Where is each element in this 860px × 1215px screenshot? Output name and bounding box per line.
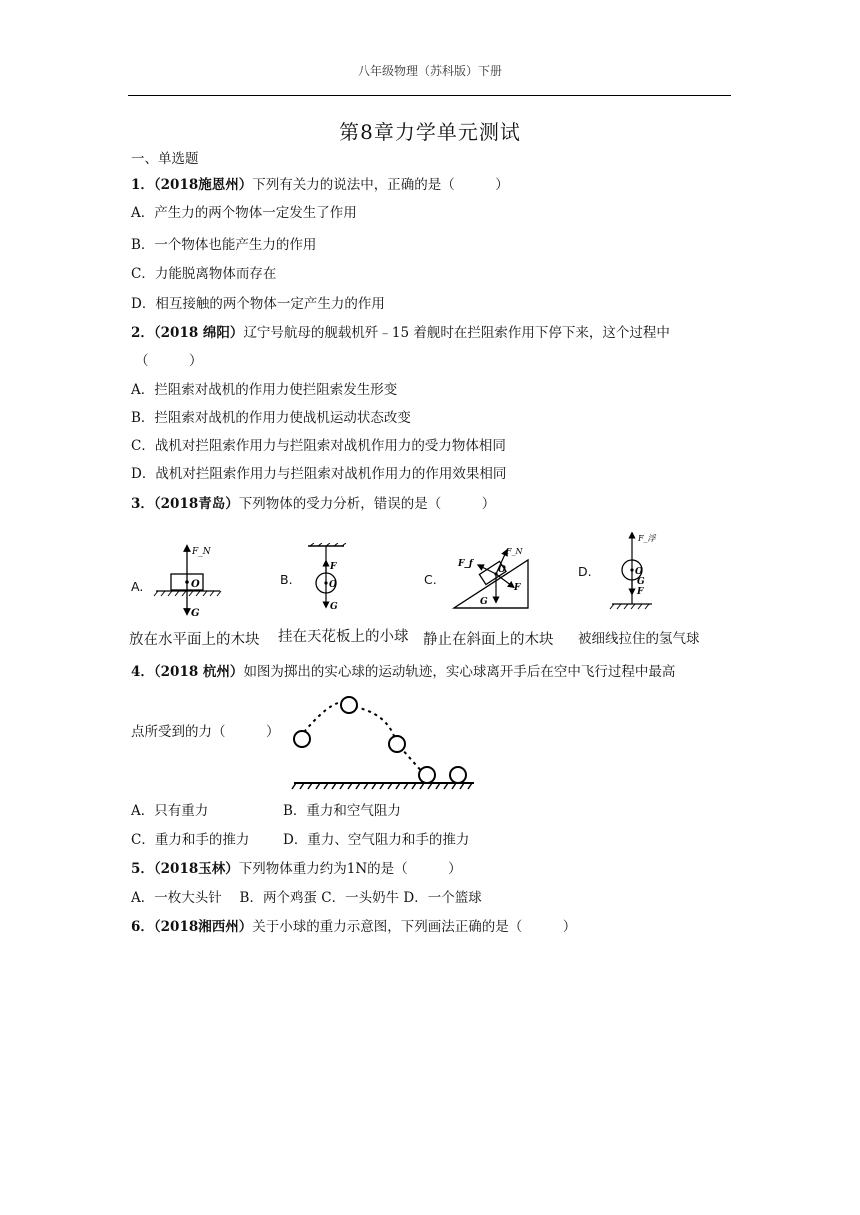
q3-fig-d-caption: 被细线拉住的氢气球 (578, 631, 700, 647)
force-label: F (514, 583, 521, 593)
question-stem: 下列物体的受力分析，错误的是（ ） (238, 496, 496, 512)
q2-option-d: D．战机对拦阻索作用力与拦阻索对战机作用力的作用效果相同 (131, 466, 507, 482)
question-stem: 下列有关力的说法中，正确的是（ ） (252, 177, 509, 193)
question-6 (131, 915, 576, 935)
q4-stem-cont: 点所受到的力（ ） (131, 724, 280, 740)
page-title: 第8章力学单元测试 (339, 120, 521, 144)
force-label: F_f (458, 559, 473, 569)
q1-option-d: D．相互接触的两个物体一定产生力的作用 (131, 296, 385, 312)
force-label: G (637, 577, 645, 587)
force-label: F (637, 587, 644, 597)
q3-fig-a-letter: A. (131, 579, 144, 594)
force-label: O (498, 565, 506, 575)
question-source: （2018玉林） (153, 861, 239, 877)
question-stem: 关于小球的重力示意图，下列画法正确的是（ ） (252, 919, 577, 935)
force-label: G (480, 597, 488, 607)
q3-fig-b-caption: 挂在天花板上的小球 (278, 629, 409, 645)
force-label: G (330, 602, 338, 612)
q3-fig-c-caption: 静止在斜面上的木块 (423, 632, 554, 648)
q4-option-d: D．重力、空气阻力和手的推力 (283, 832, 470, 848)
q2-option-c: C．战机对拦阻索作用力与拦阻索对战机作用力的受力物体相同 (131, 438, 506, 454)
q4-trajectory-figure (288, 692, 478, 792)
q3-figure-d (604, 532, 664, 610)
q2-stem-cont: （ ） (135, 353, 203, 369)
q1-option-a: A．产生力的两个物体一定发生了作用 (131, 205, 357, 221)
header-rule (128, 95, 731, 96)
question-3 (131, 492, 495, 512)
question-number: 2． (131, 325, 154, 341)
question-stem: 辽宁号航母的舰载机歼﹣15 着舰时在拦阻索作用下停下来，这个过程中 (243, 325, 670, 341)
question-stem: 如图为掷出的实心球的运动轨迹，实心球离开手后在空中飞行过程中最高 (243, 664, 676, 680)
force-label: O (635, 567, 643, 577)
question-number: 4． (131, 664, 154, 680)
q4-option-b: B．重力和空气阻力 (283, 803, 401, 819)
force-label: G (191, 608, 200, 619)
force-label: F (330, 562, 337, 572)
q2-option-b: B．拦阻索对战机的作用力使战机运动状态改变 (131, 410, 411, 426)
question-1 (131, 173, 509, 193)
question-4 (131, 660, 675, 680)
force-label: O (329, 580, 337, 590)
q1-option-c: C．力能脱离物体而存在 (131, 266, 277, 282)
force-label: F_N (192, 547, 211, 557)
q3-figure-a (150, 540, 230, 622)
q3-fig-c-letter: C. (424, 572, 437, 587)
question-number: 6． (131, 919, 154, 935)
q4-option-c: C．重力和手的推力 (131, 832, 250, 848)
question-number: 5． (131, 861, 154, 877)
question-source: （2018 杭州） (153, 664, 244, 680)
question-number: 1． (131, 177, 154, 193)
question-source: （2018 绵阳） (153, 325, 244, 341)
q5-options: A．一枚大头针 B．两个鸡蛋 C．一头奶牛 D．一个篮球 (131, 890, 482, 906)
q3-fig-d-letter: D. (578, 564, 592, 579)
question-5 (131, 857, 462, 877)
force-label: F_N (506, 547, 523, 556)
question-source: （2018湘西州） (153, 919, 253, 935)
q2-option-a: A．拦阻索对战机的作用力使拦阻索发生形变 (131, 382, 398, 398)
question-2 (131, 321, 670, 341)
q4-option-a: A．只有重力 (131, 803, 209, 819)
q3-fig-a-caption: 放在水平面上的木块 (129, 632, 260, 648)
page-header: 八年级物理（苏科版）下册 (357, 64, 502, 78)
q3-figure-b (302, 543, 352, 615)
q3-fig-b-letter: B. (280, 572, 293, 587)
section-heading: 一、单选题 (131, 151, 199, 167)
question-number: 3． (131, 496, 154, 512)
question-source: （2018青岛） (153, 496, 239, 512)
q3-figure-c (450, 544, 532, 612)
q1-option-b: B．一个物体也能产生力的作用 (131, 237, 317, 253)
force-label: F_浮 (638, 534, 656, 543)
force-label: O (191, 579, 200, 590)
question-stem: 下列物体重力约为1N的是（ ） (238, 861, 462, 877)
question-source: （2018施恩州） (153, 177, 253, 193)
